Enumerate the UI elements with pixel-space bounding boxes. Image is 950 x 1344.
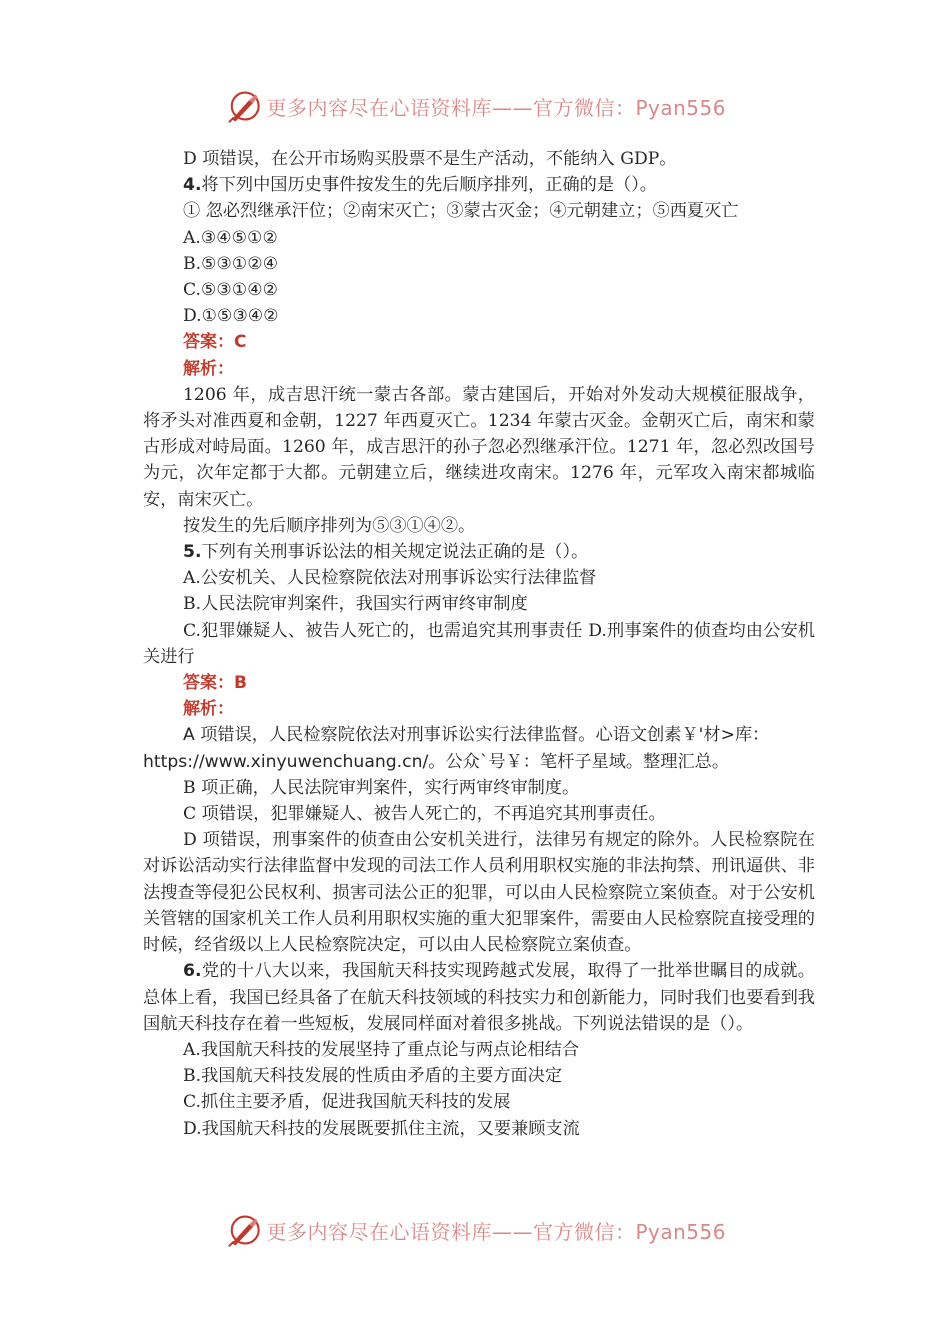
- question-4: [143, 172, 815, 198]
- question-5-number: 5.: [183, 542, 202, 563]
- footer-banner-text: 更多内容尽在心语资料库——官方微信：Pyan556: [266, 1219, 726, 1244]
- question-6-stem: 党的十八大以来，我国航天科技实现跨越式发展，取得了一批举世瞩目的成就。总体上看，我国已经具备了在航天科技领域的科技实力和创新能力，同时我们也要看到我国航天科技存在着一些短板，发展同样面对着很多挑战。下列说法错误的是（）。: [143, 961, 815, 1034]
- question-4-analysis-conclusion: 按发生的先后顺序排列为⑤③①④②。: [183, 515, 476, 536]
- question-5-option-a: A.公安机关、人民检察院依法对刑事诉讼实行法律监督: [183, 568, 597, 589]
- intro-line: D 项错误，在公开市场购买股票不是生产活动，不能纳入 GDP。: [183, 149, 677, 169]
- document-body: [143, 146, 815, 1142]
- question-4-analysis-label: 解析：: [183, 358, 234, 379]
- question-5-analysis-b: B 项正确，人民法院审判案件，实行两审终审制度。: [183, 777, 580, 798]
- pen-logo-icon: [226, 1212, 262, 1248]
- header-banner-text: 更多内容尽在心语资料库——官方微信：Pyan556: [266, 95, 726, 120]
- question-6-number: 6.: [183, 961, 202, 982]
- question-5-stem: 下列有关刑事诉讼法的相关规定说法正确的是（）。: [201, 542, 589, 563]
- question-4-number: 4.: [183, 175, 202, 196]
- question-5-answer: 答案：B: [183, 673, 247, 694]
- question-6-option-a: A.我国航天科技的发展坚持了重点论与两点论相结合: [183, 1039, 580, 1060]
- question-4-option-d: D.①⑤③④②: [183, 306, 279, 327]
- question-6: [143, 958, 815, 1037]
- question-4-answer: 答案：C: [183, 332, 247, 353]
- question-5-option-b: B.人民法院审判案件，我国实行两审终审制度: [183, 594, 528, 615]
- header-banner: [226, 88, 726, 124]
- question-6-option-d: D.我国航天科技的发展既要抓住主流，又要兼顾支流: [183, 1118, 580, 1139]
- question-5: [143, 539, 815, 565]
- question-4-option-c: C.⑤③①④②: [183, 280, 279, 301]
- question-5-analysis-d: D 项错误，刑事案件的侦查由公安机关进行，法律另有规定的除外。人民检察院在对诉讼活动实行法律监督中发现的司法工作人员利用职权实施的非法拘禁、刑讯逼供、非法搜查等侵犯公民权利、损害司法公正的犯罪，可以由人民检察院立案侦查。对于公安机关管辖的国家机关工作人员利用职权实施的重大犯罪案件，需要由人民检察院直接受理的时候，经省级以上人民检察院决定，可以由人民检察院立案侦查。: [143, 830, 815, 956]
- question-5-analysis-c: C 项错误，犯罪嫌疑人、被告人死亡的，不再追究其刑事责任。: [183, 804, 666, 825]
- question-4-analysis-paragraph: 1206 年，成吉思汗统一蒙古各部。蒙古建国后，开始对外发动大规模征服战争，将矛头对准西夏和金朝，1227 年西夏灭亡。1234 年蒙古灭金。金朝灭亡后，南宋和蒙古形成对峙局面。1260 年，成吉思汗的孙子忽必烈继承汗位。1271 年，忽必烈改国号为元，次年定都于大都。元朝建立后，继续进攻南宋。1276 年，元军攻入南宋都城临安，南宋灭亡。: [143, 384, 815, 510]
- question-6-option-c: C.抓住主要矛盾，促进我国航天科技的发展: [183, 1092, 511, 1113]
- pen-logo-icon: [226, 88, 262, 124]
- question-5-analysis-label: 解析：: [183, 699, 234, 720]
- question-5-option-cd: C.犯罪嫌疑人、被告人死亡的，也需追究其刑事责任 D.刑事案件的侦查均由公安机关进行: [143, 620, 815, 667]
- question-6-option-b: B.我国航天科技发展的性质由矛盾的主要方面决定: [183, 1066, 563, 1087]
- question-4-events: ① 忽必烈继承汗位；②南宋灭亡；③蒙古灭金；④元朝建立；⑤西夏灭亡: [183, 201, 739, 222]
- question-4-option-b: B.⑤③①②④: [183, 253, 279, 274]
- footer-banner: [226, 1212, 726, 1248]
- question-4-stem: 将下列中国历史事件按发生的先后顺序排列，正确的是（）。: [201, 175, 657, 196]
- question-5-analysis-a: A 项错误，人民检察院依法对刑事诉讼实行法律监督。心语文创素￥'材>库：https://www.xinyuwenchuang.cn/。公众`号￥：笔杆子星域。整理汇总。: [143, 725, 770, 772]
- question-4-option-a: A.③④⑤①②: [183, 227, 278, 248]
